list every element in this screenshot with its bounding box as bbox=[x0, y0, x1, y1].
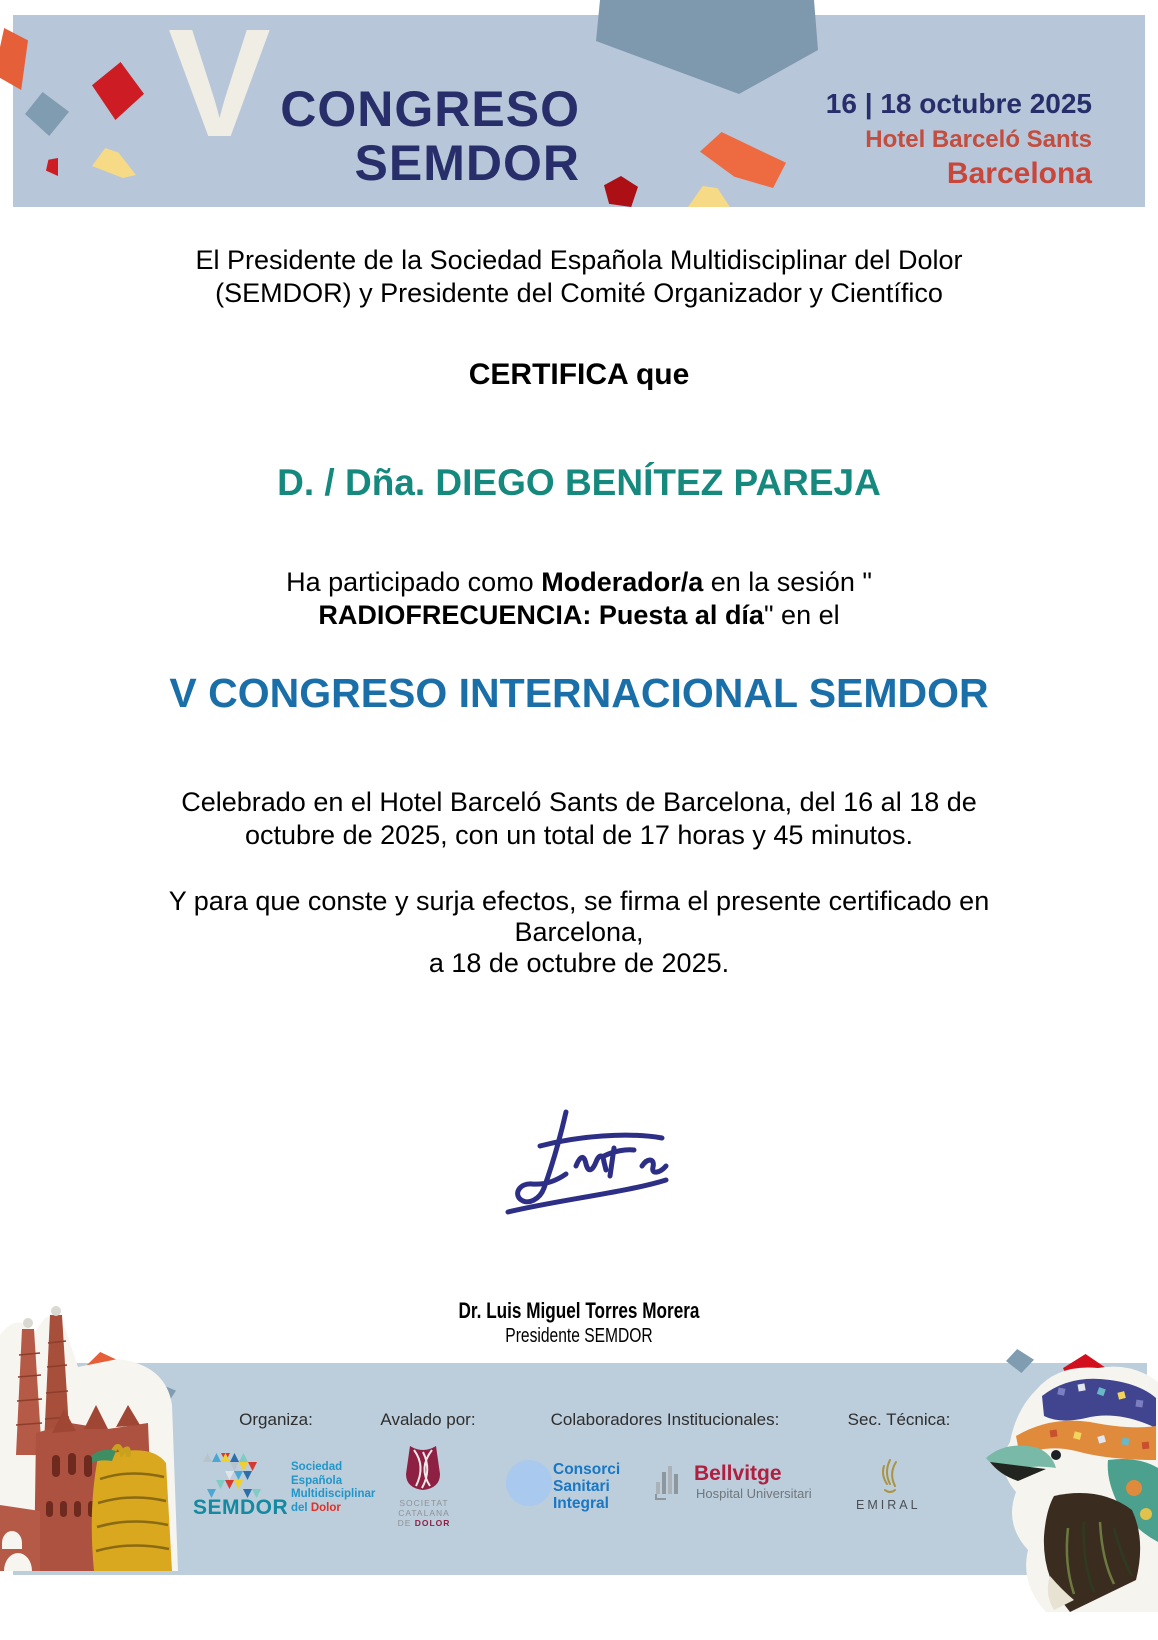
event-venue: Hotel Barceló Sants bbox=[865, 126, 1092, 153]
colaboradores-label: Colaboradores Institucionales: bbox=[550, 1410, 780, 1429]
certifies-heading: CERTIFICA que bbox=[468, 358, 690, 391]
semdor-logo-wordmark: SEMDOR bbox=[193, 1496, 289, 1519]
event-info bbox=[826, 88, 1092, 191]
congress-full-title: V CONGRESO INTERNACIONAL SEMDOR bbox=[169, 670, 989, 716]
societat-caption-line3 bbox=[392, 1518, 456, 1528]
participation-suffix: " en el bbox=[763, 600, 840, 630]
participation-statement bbox=[286, 566, 872, 632]
emiral-logo-icon bbox=[878, 1458, 902, 1498]
participation-line2 bbox=[286, 599, 872, 632]
consorci-line3: Integral bbox=[553, 1495, 609, 1512]
issuer-statement bbox=[196, 244, 963, 310]
societat-caption-line1: SOCIETAT bbox=[399, 1498, 449, 1508]
consorci-logo-icon bbox=[506, 1460, 552, 1506]
societat-caption-accent: DOLOR bbox=[414, 1518, 451, 1528]
bellvitge-logo-wordmark: Bellvitge bbox=[694, 1462, 782, 1485]
semdor-logo-tagline bbox=[291, 1461, 375, 1515]
bellvitge-logo-icon bbox=[652, 1464, 690, 1502]
event-details-line2: octubre de 2025, con un total de 17 horas y 45 minutos. bbox=[245, 820, 913, 850]
semdor-tagline-line4 bbox=[291, 1502, 375, 1516]
event-city: Barcelona bbox=[946, 157, 1092, 190]
avalado-label: Avalado por: bbox=[380, 1410, 476, 1429]
congress-title-line1: CONGRESO bbox=[280, 81, 580, 137]
event-year: 2025 bbox=[1029, 88, 1092, 119]
congress-title-lockup bbox=[250, 82, 580, 190]
societat-caption-line2: CATALANA bbox=[398, 1508, 450, 1518]
signer-name: Dr. Luis Miguel Torres Morera bbox=[458, 1298, 700, 1323]
semdor-tagline-prefix: del bbox=[291, 1501, 311, 1514]
emiral-logo-wordmark: EMIRAL bbox=[856, 1498, 921, 1512]
issuer-statement-line1: El Presidente de la Sociedad Española Multidisciplinar del Dolor bbox=[195, 245, 963, 275]
semdor-tagline-line2: Española bbox=[291, 1474, 343, 1487]
event-details bbox=[181, 786, 977, 852]
congress-numeral: V bbox=[168, 0, 267, 169]
semdor-tagline-line1: Sociedad bbox=[291, 1461, 343, 1473]
event-details-line1: Celebrado en el Hotel Barceló Sants de Barcelona, del 16 al 18 de bbox=[181, 787, 977, 817]
societat-catalana-caption bbox=[392, 1498, 456, 1528]
issuer-statement-line2: (SEMDOR) y Presidente del Comité Organizador y Científico bbox=[215, 278, 943, 308]
societat-caption-prefix: DE bbox=[397, 1518, 415, 1528]
organiza-label: Organiza: bbox=[239, 1410, 313, 1429]
closing-line3: a 18 de octubre de 2025. bbox=[428, 948, 730, 978]
participation-mid: en la sesión " bbox=[703, 567, 872, 597]
participation-prefix: Ha participado como bbox=[286, 567, 542, 597]
sagrada-familia-image bbox=[0, 1305, 180, 1577]
semdor-tagline-accent: Dolor bbox=[310, 1501, 341, 1514]
signer-role: Presidente SEMDOR bbox=[505, 1325, 653, 1347]
signature-image bbox=[448, 1104, 688, 1224]
consorci-line1: Consorci bbox=[553, 1461, 621, 1478]
recipient-name: D. / Dña. DIEGO BENÍTEZ PAREJA bbox=[277, 462, 881, 503]
closing-statement bbox=[169, 886, 989, 979]
event-dates-text: 16 | 18 octubre bbox=[825, 88, 1030, 119]
event-dates bbox=[826, 88, 1092, 120]
consorci-line2: Sanitari bbox=[553, 1478, 610, 1495]
session-name: RADIOFRECUENCIA: Puesta al día bbox=[318, 600, 764, 630]
sec-tecnica-label: Sec. Técnica: bbox=[847, 1410, 951, 1429]
park-guell-dragon-image bbox=[958, 1338, 1158, 1612]
semdor-tagline-line3: Multidisciplinar bbox=[291, 1488, 376, 1500]
semdor-logo-icon bbox=[198, 1450, 268, 1498]
closing-line1: Y para que conste y surja efectos, se firma el presente certificado en bbox=[168, 886, 990, 916]
closing-line2: Barcelona, bbox=[514, 917, 644, 947]
congress-title-line2: SEMDOR bbox=[354, 135, 580, 191]
bellvitge-logo-subtitle: Hospital Universitari bbox=[696, 1486, 812, 1501]
participation-line1 bbox=[286, 566, 872, 599]
consorci-logo-wordmark bbox=[553, 1461, 620, 1512]
participation-role: Moderador/a bbox=[541, 567, 704, 597]
societat-catalana-logo-icon bbox=[402, 1444, 444, 1496]
